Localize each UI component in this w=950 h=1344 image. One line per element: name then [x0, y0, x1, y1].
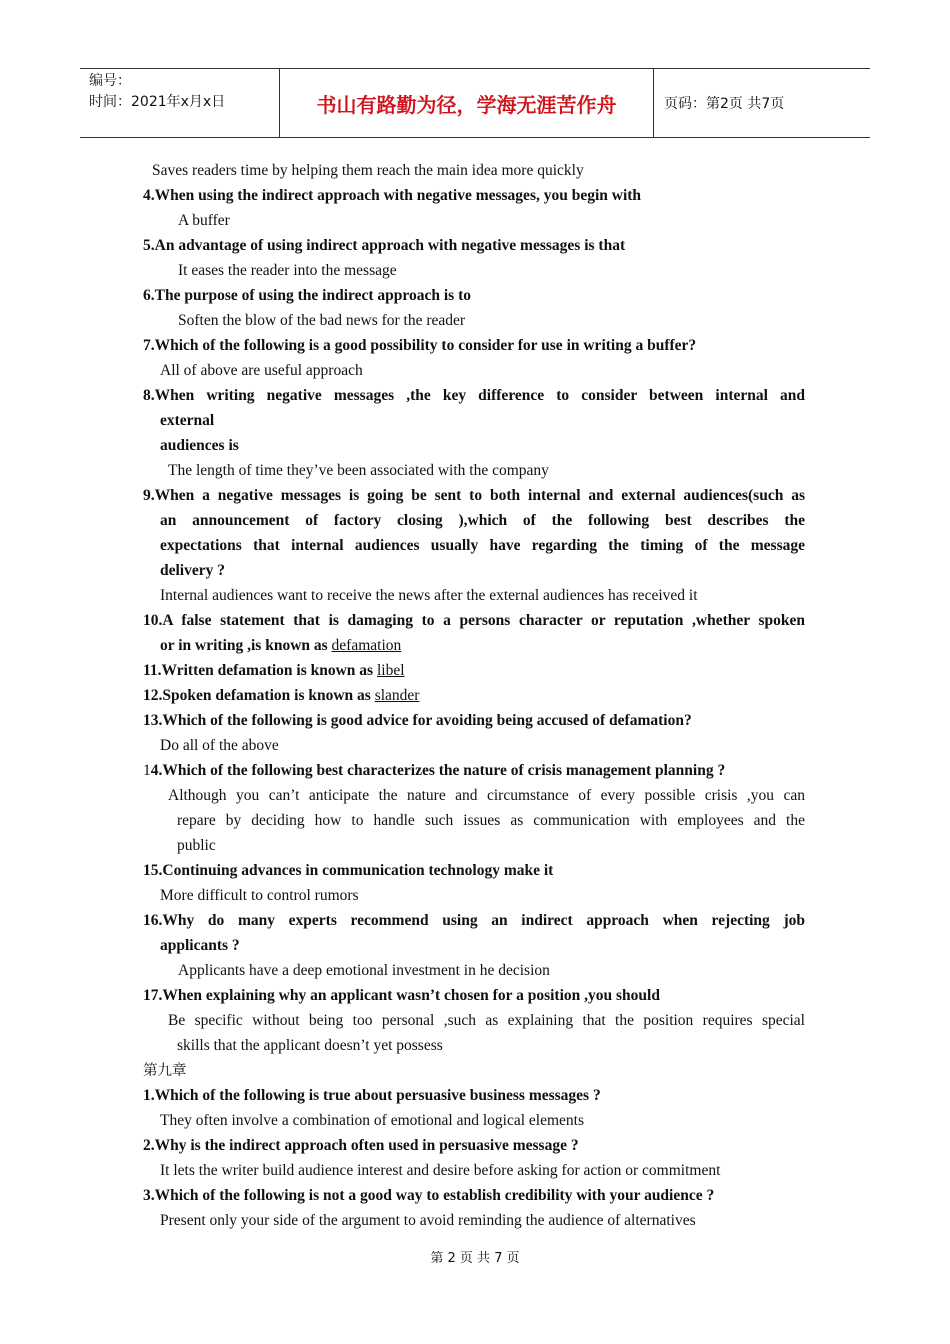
answer-line: Present only your side of the argument to avoid reminding the audience of alternatives — [160, 1212, 696, 1229]
question-line — [143, 686, 419, 706]
question-line: 15.Continuing advances in communication technology make it — [143, 862, 554, 879]
answer-line: repare by deciding how to handle such issues as communication with employees and the — [177, 812, 805, 829]
answer-line: It eases the reader into the message — [178, 262, 397, 279]
question-line: 13.Which of the following is good advice for avoiding being accused of defamation? — [143, 712, 692, 729]
answer-line: Do all of the above — [160, 737, 279, 754]
answer-line: The length of time they’ve been associated with the company — [168, 462, 549, 479]
question-line: an announcement of factory closing ),which of the following best describes the — [160, 512, 805, 529]
answer-underlined: slander — [374, 687, 420, 704]
answer-line: They often involve a combination of emotional and logical elements — [160, 1112, 584, 1129]
answer-line: skills that the applicant doesn’t yet possess — [177, 1037, 443, 1054]
answer-line: Although you can’t anticipate the nature and circumstance of every possible crisis ,you can — [168, 787, 805, 804]
answer-line: Be specific without being too personal ,such as explaining that the position requires special — [168, 1012, 805, 1029]
answer-line: Internal audiences want to receive the news after the external audiences has received it — [160, 587, 698, 604]
question-text: or in writing ,is known as — [160, 637, 332, 654]
question-line — [143, 661, 405, 681]
question-line — [143, 761, 725, 781]
answer-line: Applicants have a deep emotional investment in he decision — [178, 962, 550, 979]
question-line: 8.When writing negative messages ,the key difference to consider between internal and — [143, 387, 805, 404]
header-page-info: 页码：第2页 共7页 — [664, 96, 785, 112]
question-line: 3.Which of the following is not a good way to establish credibility with your audience ? — [143, 1187, 715, 1204]
question-line: 16.Why do many experts recommend using an indirect approach when rejecting job — [143, 912, 805, 929]
question-line: expectations that internal audiences usually have regarding the timing of the message — [160, 537, 805, 554]
answer-line: All of above are useful approach — [160, 362, 363, 379]
question-line: audiences is — [160, 437, 239, 454]
question-line: 1.Which of the following is true about persuasive business messages ? — [143, 1087, 601, 1104]
time-label: 时间：2021年x月x日 — [89, 94, 226, 110]
question-line: applicants ? — [160, 937, 240, 954]
question-line: external — [160, 412, 215, 429]
header-meta-cell — [80, 69, 280, 137]
question-line: 6.The purpose of using the indirect approach is to — [143, 287, 471, 304]
question-line — [160, 636, 401, 656]
question-line: 9.When a negative messages is going be sent to both internal and external audiences(such as — [143, 487, 805, 504]
number-label: 编号： — [89, 73, 131, 89]
question-text: 4.Which of the following best characterizes the nature of crisis management planning ? — [150, 762, 726, 779]
answer-line: It lets the writer build audience interest and desire before asking for action or commitment — [160, 1162, 721, 1179]
page-footer: 第 2 页 共 7 页 — [430, 1251, 520, 1266]
question-text: 11.Written defamation is known as — [143, 662, 377, 679]
question-line: 5.An advantage of using indirect approach with negative messages is that — [143, 237, 626, 254]
question-line: delivery ? — [160, 562, 225, 579]
header-table — [80, 68, 870, 138]
answer-underlined: defamation — [331, 637, 402, 654]
question-text: 12.Spoken defamation is known as — [143, 687, 375, 704]
answer-line: public — [177, 837, 216, 854]
question-line: 4.When using the indirect approach with negative messages, you begin with — [143, 187, 642, 204]
answer-line: A buffer — [178, 212, 230, 229]
question-line: 17.When explaining why an applicant wasn’t chosen for a position ,you should — [143, 987, 660, 1004]
header-motto: 书山有路勤为径，学海无涯苦作舟 — [280, 69, 654, 137]
question-line: 10.A false statement that is damaging to a persons character or reputation ,whether spoken — [143, 612, 805, 629]
chapter-heading: 第九章 — [143, 1063, 187, 1079]
answer-line: Soften the blow of the bad news for the reader — [178, 312, 466, 329]
question-number-prefix: 1 — [143, 762, 151, 779]
question-line: 7.Which of the following is a good possibility to consider for use in writing a buffer? — [143, 337, 697, 354]
answer-line: Saves readers time by helping them reach the main idea more quickly — [152, 162, 584, 179]
answer-line: More difficult to control rumors — [160, 887, 359, 904]
question-line: 2.Why is the indirect approach often used in persuasive message ? — [143, 1137, 579, 1154]
answer-underlined: libel — [376, 662, 405, 679]
